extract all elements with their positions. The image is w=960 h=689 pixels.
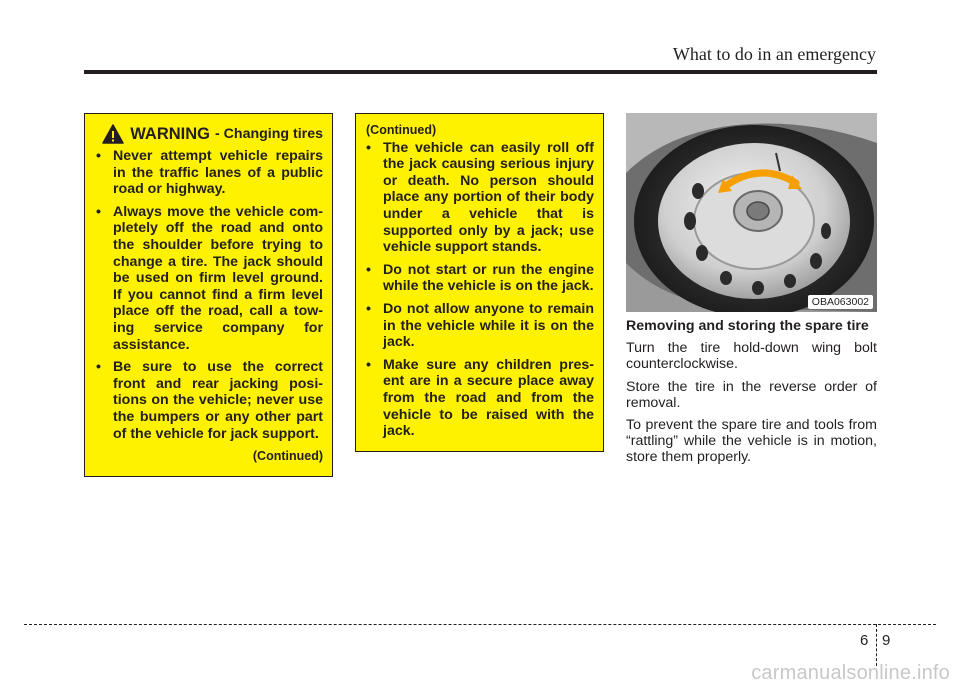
warning-word: WARNING (130, 124, 210, 143)
list-item (366, 140, 594, 256)
footer-rule (24, 624, 936, 625)
paragraph: Store the tire in the reverse order of removal. (626, 378, 877, 411)
page-number: 9 (882, 632, 891, 649)
warning-box (84, 113, 333, 477)
bullet-mark: • (366, 261, 371, 278)
list-item (96, 359, 323, 442)
continued-warning-box (355, 113, 604, 452)
warning-subtitle: - Changing tires (215, 125, 323, 142)
list-item (366, 262, 594, 295)
figure-code: OBA063002 (808, 295, 873, 309)
list-item (366, 301, 594, 351)
section-title: What to do in an emergency (672, 44, 876, 64)
bullet-mark: • (96, 148, 101, 164)
bullet-mark: • (96, 203, 101, 220)
spare-tire-photo (626, 113, 877, 312)
list-item (96, 148, 323, 198)
bullet-text: The vehicle can easily roll off the jack causing serious injury or death. No person should place any portion of their body under a vehicle that is supported only by a jack; use vehicle support stands. (383, 139, 594, 256)
bullet-mark: • (96, 359, 101, 376)
warning-header (96, 124, 323, 144)
spare-tire-illustration (626, 113, 877, 312)
section-heading: Removing and storing the spare tire (626, 318, 869, 334)
watermark: carmanualsonline.info (751, 662, 950, 684)
section-body (626, 318, 877, 472)
bullet-text: Do not start or run the engine while the vehicle is on the jack. (383, 261, 594, 295)
bullet-mark: • (366, 300, 371, 317)
bullet-text: Do not allow anyone to remain in the vehicle while it is on the jack. (383, 300, 594, 351)
list-item (96, 204, 323, 353)
footer-divider (876, 624, 877, 666)
warning-bullet-list (366, 140, 594, 440)
paragraph: Turn the tire hold-down wing bolt counterclockwise. (626, 340, 877, 373)
bullet-mark: • (366, 356, 371, 373)
header-rule (84, 70, 877, 74)
bullet-text: Make sure any children pres-ent are in a secure place away from the road and from the vehicle to be raised with the jack. (383, 356, 594, 440)
bullet-text: Never attempt vehicle repairs in the traffic lanes of a public road or highway. (113, 148, 323, 198)
continued-label: (Continued) (366, 123, 437, 137)
bullet-mark: • (366, 139, 371, 156)
continued-label: (Continued) (252, 449, 323, 464)
warning-triangle-icon (102, 124, 124, 144)
chapter-number: 6 (860, 632, 869, 649)
bullet-text: Always move the vehicle com-pletely off the road and onto the shoulder before trying to change a tire. The jack should be used on firm level ground. If you cannot find a firm level place off the road, call a tow-ing service company for assistance. (113, 203, 323, 353)
warning-bullet-list (96, 148, 323, 442)
bullet-text: Be sure to use the correct front and rear jacking posi-tions on the vehicle; never use the bumpers or any other part of the vehicle for jack support. (113, 359, 323, 442)
list-item (366, 357, 594, 440)
paragraph: To prevent the spare tire and tools from “rattling” while the vehicle is in motion, store them properly. (626, 417, 877, 466)
